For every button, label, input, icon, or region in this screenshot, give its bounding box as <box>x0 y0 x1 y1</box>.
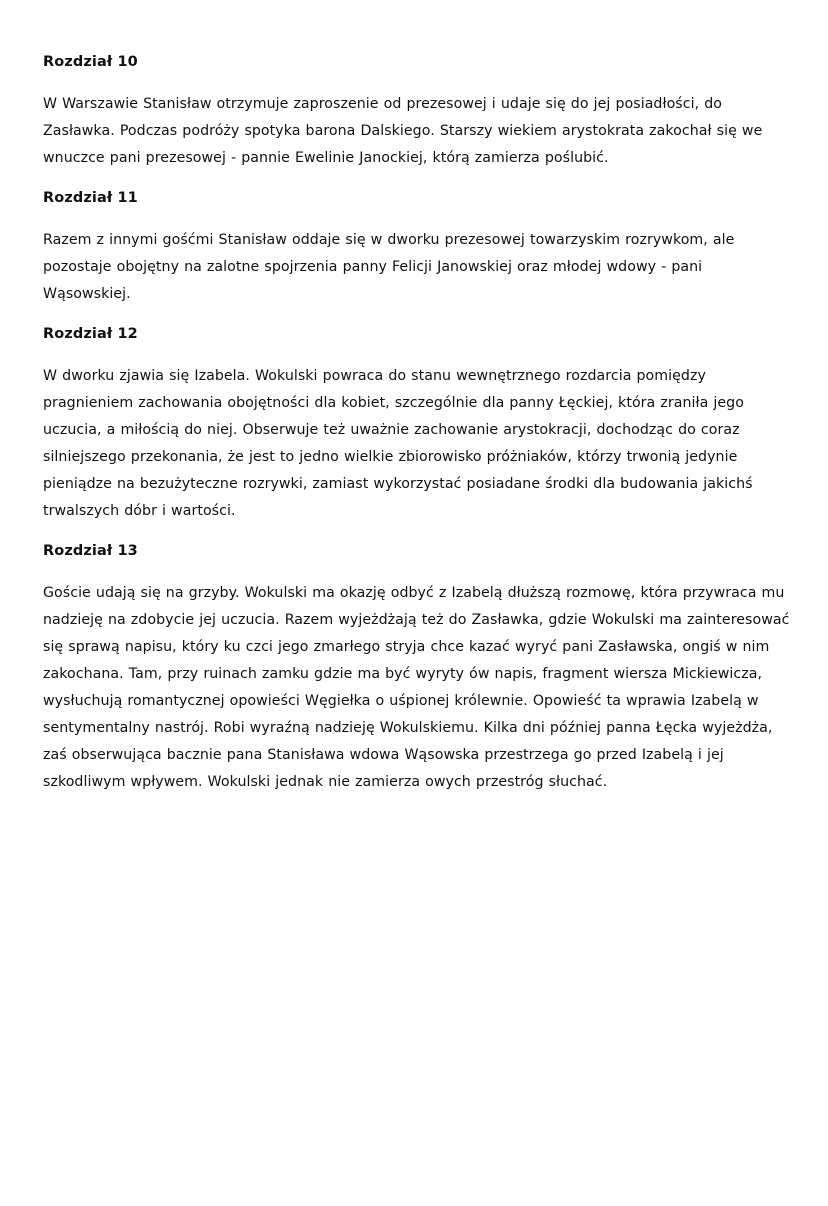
chapter-13 <box>43 539 793 796</box>
chapter-12 <box>43 322 793 525</box>
chapter-11 <box>43 186 793 308</box>
chapter-10 <box>43 50 793 172</box>
chapter-title: Rozdział 13 <box>43 543 138 559</box>
chapter-summary: Razem z innymi gośćmi Stanisław oddaje się w dworku prezesowej towarzyskim rozrywkom, ale pozostaje obojętny na zalotne spojrzenia panny Felicji Janowskiej oraz młodej wdowy - pani Wąsowskiej. <box>43 232 735 302</box>
chapter-summary: W dworku zjawia się Izabela. Wokulski powraca do stanu wewnętrznego rozdarcia pomiędzy pragnieniem zachowania obojętności dla kobiet, szczególnie dla panny Łęckiej, która zraniła jego uczucia, a miłością do niej. Obserwuje też uważnie zachowanie arystokracji, dochodząc do coraz silniejszego przekonania, że jest to jedno wielkie zbiorowisko próżniaków, którzy trwonią jedynie pieniądze na bezużyteczne rozrywki, zamiast wykorzystać posiadane środki dla budowania jakichś trwalszych dóbr i wartości. <box>43 368 753 519</box>
document-page <box>43 50 793 810</box>
chapter-summary: W Warszawie Stanisław otrzymuje zaproszenie od prezesowej i udaje się do jej posiadłości, do Zasławka. Podczas podróży spotyka barona Dalskiego. Starszy wiekiem arystokrata zakochał się we wnuczce pani prezesowej - pannie Ewelinie Janockiej, którą zamierza poślubić. <box>43 96 763 166</box>
chapter-title: Rozdział 11 <box>43 190 138 206</box>
chapter-title: Rozdział 12 <box>43 326 138 342</box>
chapter-summary: Goście udają się na grzyby. Wokulski ma okazję odbyć z Izabelą dłuższą rozmowę, która przywraca mu nadzieję na zdobycie jej uczucia. Razem wyjeżdżają też do Zasławka, gdzie Wokulski ma zainteresować się sprawą napisu, który ku czci jego zmarłego stryja chce kazać wyryć pani Zasławska, ongiś w nim zakochana. Tam, przy ruinach zamku gdzie ma być wyryty ów napis, fragment wiersza Mickiewicza, wysłuchują romantycznej opowieści Węgiełka o uśpionej królewnie. Opowieść ta wprawia Izabelą w sentymentalny nastrój. Robi wyraźną nadzieję Wokulskiemu. Kilka dni później panna Łęcka wyjeżdża, zaś obserwująca bacznie pana Stanisława wdowa Wąsowska przestrzega go przed Izabelą i jej szkodliwym wpływem. Wokulski jednak nie zamierza owych przestróg słuchać. <box>43 585 790 790</box>
chapter-title: Rozdział 10 <box>43 54 138 70</box>
